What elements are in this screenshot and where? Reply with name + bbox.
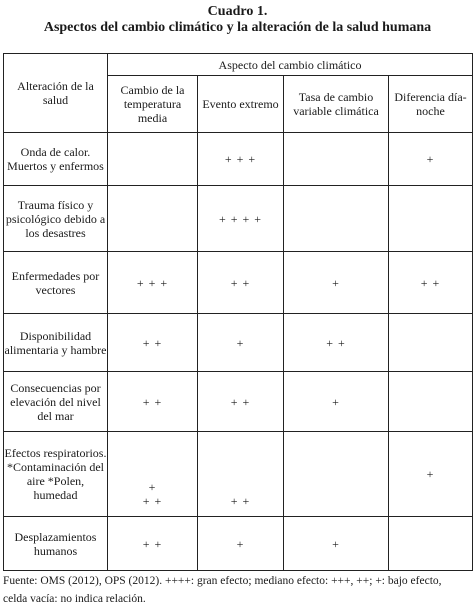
table-cell: + + xyxy=(108,517,198,571)
row-header: Alteración de la salud xyxy=(4,54,108,133)
table-row xyxy=(4,186,473,252)
column-header: Tasa de cambio variable climática xyxy=(284,76,389,133)
row-label: Disponibilidad alimentaria y hambre xyxy=(4,314,108,372)
table-number: Cuadro 1. xyxy=(207,4,268,19)
table-cell xyxy=(108,432,198,517)
group-header: Aspecto del cambio climático xyxy=(108,54,473,76)
table-row xyxy=(4,517,473,571)
table-row xyxy=(4,432,473,517)
table-row xyxy=(4,372,473,432)
table-cell: + + xyxy=(198,252,284,314)
table-cell: + xyxy=(389,432,473,517)
table-cell: + xyxy=(389,133,473,186)
table-cell xyxy=(389,372,473,432)
table-cell: + + + + xyxy=(198,186,284,252)
climate-health-table xyxy=(3,53,473,571)
table-cell xyxy=(108,133,198,186)
table-row xyxy=(4,252,473,314)
table-cell: + xyxy=(284,372,389,432)
table-cell: + + xyxy=(108,372,198,432)
table-cell xyxy=(389,517,473,571)
cell-line: + + xyxy=(142,494,163,508)
row-label: Desplazamientos humanos xyxy=(4,517,108,571)
table-title: Aspectos del cambio climático y la alteración de la salud humana xyxy=(43,20,432,35)
table-cell: + xyxy=(284,517,389,571)
cell-line: + + xyxy=(230,494,251,508)
table-cell xyxy=(108,186,198,252)
table-cell xyxy=(284,133,389,186)
source-note-line: Fuente: OMS (2012), OPS (2012). ++++: gran efecto; mediano efecto: +++, ++; +: bajo efecto, xyxy=(3,575,442,587)
table-cell: + + + xyxy=(108,252,198,314)
cell-line: + xyxy=(148,480,157,494)
table-cell: + xyxy=(198,314,284,372)
table-cell: + + xyxy=(198,372,284,432)
table-row xyxy=(4,314,473,372)
table-cell xyxy=(284,432,389,517)
row-label: Enfermedades por vectores xyxy=(4,252,108,314)
table-cell xyxy=(198,432,284,517)
table-cell: + + xyxy=(284,314,389,372)
table-cell xyxy=(389,314,473,372)
row-label: Efectos respiratorios. *Contaminación del aire *Polen, humedad xyxy=(4,432,108,517)
column-header: Diferencia día-noche xyxy=(389,76,473,133)
table-cell xyxy=(284,186,389,252)
row-label: Consecuencias por elevación del nivel del mar xyxy=(4,372,108,432)
table-cell: + + xyxy=(389,252,473,314)
table-cell: + + + xyxy=(198,133,284,186)
table-cell xyxy=(389,186,473,252)
table-cell: + xyxy=(284,252,389,314)
source-note xyxy=(3,572,472,608)
source-note-line: celda vacía: no indica relación. xyxy=(3,593,146,605)
table-row xyxy=(4,133,473,186)
table-cell: + xyxy=(198,517,284,571)
column-header: Cambio de la temperatura media xyxy=(108,76,198,133)
column-header: Evento extremo xyxy=(198,76,284,133)
row-label: Trauma físico y psicológico debido a los desastres xyxy=(4,186,108,252)
table-cell: + + xyxy=(108,314,198,372)
row-label: Onda de calor. Muertos y enfermos xyxy=(4,133,108,186)
